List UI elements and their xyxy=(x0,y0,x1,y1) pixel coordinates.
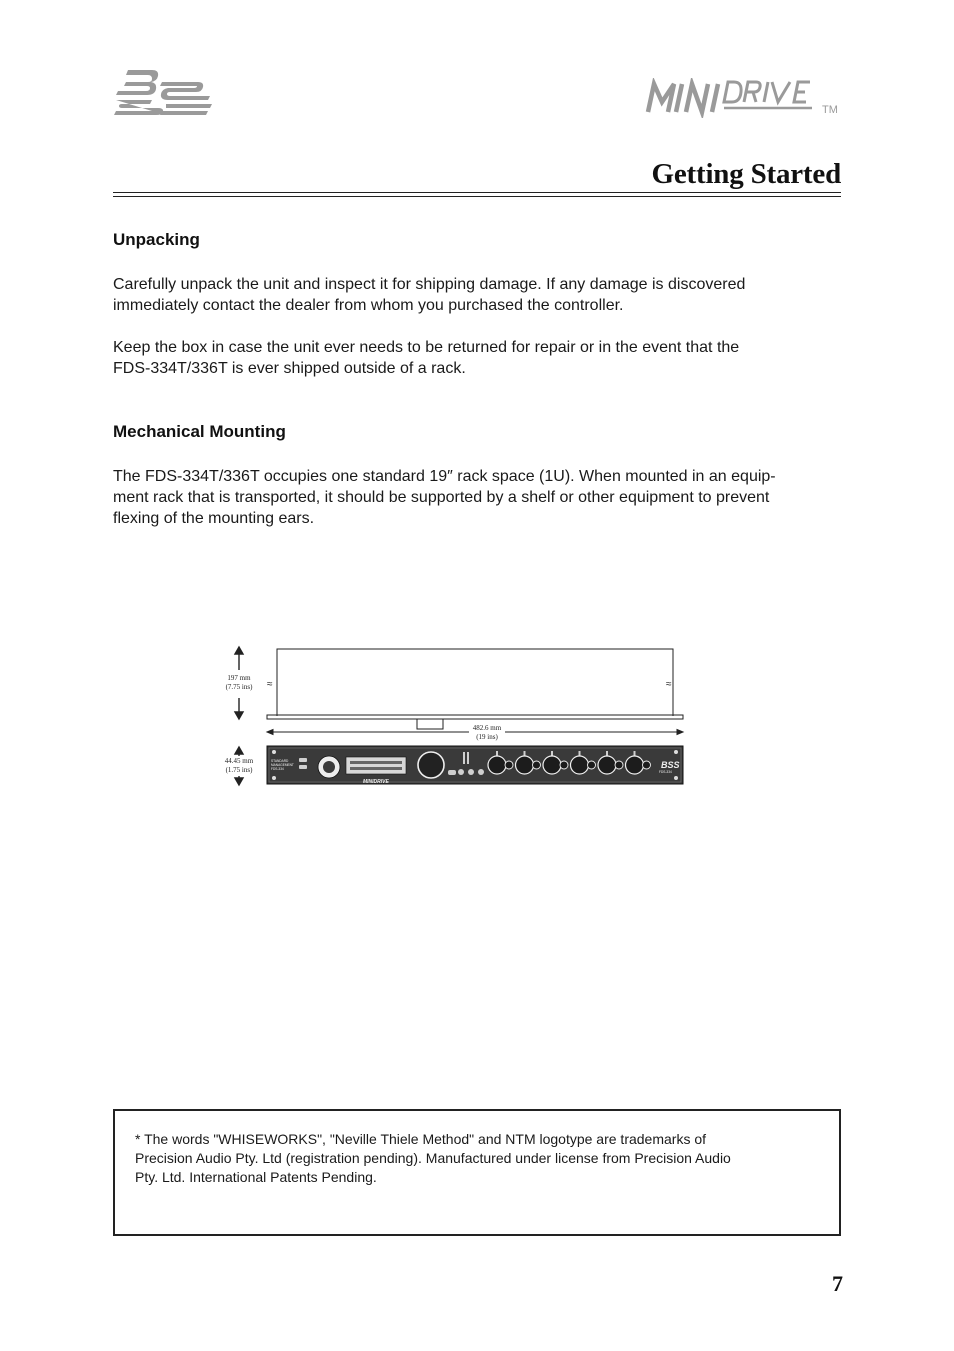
text-line: flexing of the mounting ears. xyxy=(113,510,315,527)
panel-button xyxy=(458,769,464,775)
trademark-mark: TM xyxy=(822,104,838,116)
break-mark-right: ≈ xyxy=(666,679,672,690)
xlr-connector-inner xyxy=(323,761,335,773)
channel-knob xyxy=(571,756,589,774)
paragraph-unpacking-keep-box xyxy=(113,337,833,379)
channel-led xyxy=(496,751,498,756)
height-in-label: (1.75 ins) xyxy=(225,766,253,774)
depth-mm-label: 197 mm xyxy=(227,674,251,682)
trademark-notice-box xyxy=(113,1109,841,1236)
page-number: 7 xyxy=(832,1271,843,1296)
data-wheel xyxy=(418,752,444,778)
channel-mute-button xyxy=(533,761,541,769)
channel-mute-button xyxy=(615,761,623,769)
panel-model: FDS-334 xyxy=(659,770,672,774)
top-view-outline xyxy=(267,649,683,729)
panel-label: MANAGEMENT xyxy=(271,763,294,767)
width-mm-label: 482.6 mm xyxy=(472,724,502,732)
minidrive-logo xyxy=(644,78,844,118)
title-rule-secondary xyxy=(113,196,841,197)
text-line: Keep the box in case the unit ever needs to be returned for repair or in the event that the xyxy=(113,339,740,356)
text-line: Precision Audio Pty. Ltd (registration pending). Manufactured under license from Precision Audio xyxy=(135,1150,731,1166)
depth-in-label: (7.75 ins) xyxy=(225,683,253,691)
channel-knob xyxy=(516,756,534,774)
panel-brand: MINIDRIVE xyxy=(363,779,389,785)
paragraph-mounting xyxy=(113,466,833,529)
channel-mute-button xyxy=(505,761,513,769)
channel-knob xyxy=(543,756,561,774)
channel-knob xyxy=(626,756,644,774)
channel-mute-button xyxy=(560,761,568,769)
text-line: Pty. Ltd. International Patents Pending. xyxy=(135,1169,377,1185)
channel-led xyxy=(579,751,581,756)
page-title: Getting Started xyxy=(651,158,841,190)
rack-screw-hole xyxy=(674,750,678,754)
channel-led xyxy=(606,751,608,756)
panel-button xyxy=(299,765,307,769)
trademark-notice-text xyxy=(135,1130,825,1187)
channel-led xyxy=(524,751,526,756)
panel-button xyxy=(299,758,307,762)
paragraph-unpacking-inspect xyxy=(113,274,833,316)
channel-led xyxy=(551,751,553,756)
rack-screw-hole xyxy=(272,750,276,754)
panel-button xyxy=(468,769,474,775)
front-panel xyxy=(267,746,683,785)
height-mm-label: 44.45 mm xyxy=(224,757,254,765)
text-line: immediately contact the dealer from whom you purchased the controller. xyxy=(113,297,624,314)
channel-led xyxy=(634,751,636,756)
channel-knob xyxy=(488,756,506,774)
text-line: * The words "WHISEWORKS", "Neville Thiele Method" and NTM logotype are trademarks of xyxy=(135,1131,707,1147)
panel-label: STANDARD xyxy=(271,759,289,763)
panel-button xyxy=(478,769,484,775)
channel-mute-button xyxy=(643,761,651,769)
rack-screw-hole xyxy=(272,776,276,780)
rack-dimension-diagram xyxy=(215,640,690,795)
section-heading-mechanical-mounting: Mechanical Mounting xyxy=(113,422,286,441)
panel-button xyxy=(448,770,456,775)
title-rule xyxy=(113,192,841,193)
channel-knob xyxy=(598,756,616,774)
channel-mute-button xyxy=(588,761,596,769)
text-line: FDS-334T/336T is ever shipped outside of a rack. xyxy=(113,360,466,377)
rack-screw-hole xyxy=(674,776,678,780)
width-in-label: (19 ins) xyxy=(476,733,498,741)
text-line: ment rack that is transported, it should be supported by a shelf or other equipment to prevent xyxy=(113,489,770,506)
lcd-display xyxy=(346,757,406,774)
panel-badge: BSS xyxy=(661,760,680,770)
text-line: Carefully unpack the unit and inspect it for shipping damage. If any damage is discovered xyxy=(113,276,746,293)
text-line: The FDS-334T/336T occupies one standard 19″ rack space (1U). When mounted in an equip- xyxy=(113,468,776,485)
break-mark-left: ≈ xyxy=(267,679,273,690)
section-heading-unpacking: Unpacking xyxy=(113,230,200,249)
panel-label: FDS-334 xyxy=(271,767,284,771)
bss-logo xyxy=(112,68,216,116)
